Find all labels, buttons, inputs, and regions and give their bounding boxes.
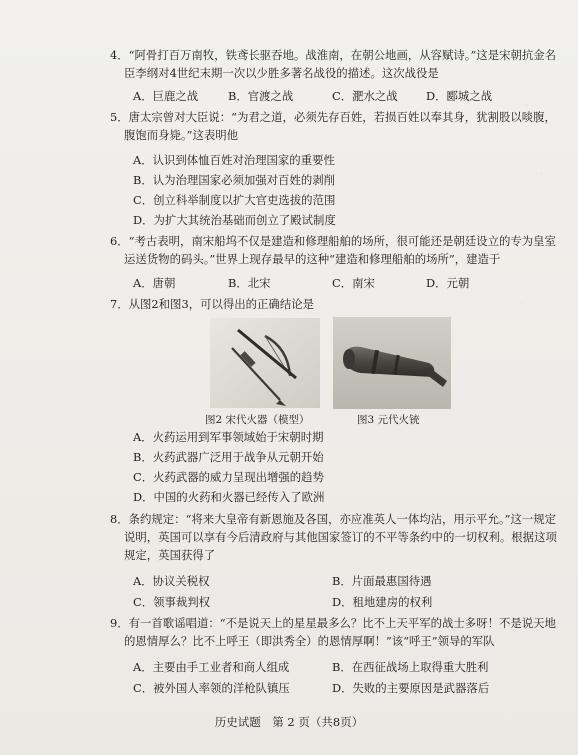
figure-3-yuan-fire-cannon-image bbox=[333, 317, 451, 409]
bleed-through-mark: · bbox=[540, 170, 543, 180]
q8-option-b[interactable]: B．片面最惠国待遇 bbox=[332, 574, 432, 588]
question-7-stem: 7．从图2和图3，可以得出的正确结论是 bbox=[110, 297, 314, 311]
question-4 bbox=[110, 46, 560, 82]
question-4-stem: 4．“阿骨打百万南牧，铁鸢长驱吞地。战淮南，在朝公地画，从容赋诗。”这是宋朝抗金名臣李纲对4世纪末期一次以少胜多著名战役的描述。这次战役是 bbox=[110, 48, 557, 80]
question-8 bbox=[110, 510, 560, 564]
question-6 bbox=[110, 232, 560, 268]
q5-option-d[interactable]: D．为扩大其统治基础而创立了殿试制度 bbox=[133, 213, 336, 227]
bleed-through-mark: 。 bbox=[525, 99, 535, 109]
q7-option-c[interactable]: C．火药武器的威力呈现出增强的趋势 bbox=[133, 470, 324, 484]
question-7 bbox=[110, 295, 560, 313]
q6-option-b[interactable]: B．北宋 bbox=[228, 276, 271, 290]
q4-option-c[interactable]: C．淝水之战 bbox=[332, 89, 398, 103]
q9-option-b[interactable]: B．在西征战场上取得重大胜利 bbox=[332, 660, 489, 674]
q8-option-c[interactable]: C．领事裁判权 bbox=[133, 595, 211, 609]
q4-option-d[interactable]: D．郾城之战 bbox=[426, 89, 493, 103]
q9-option-d[interactable]: D．失败的主要原因是武器落后 bbox=[332, 681, 490, 695]
q5-option-b[interactable]: B．认为治理国家必须加强对百姓的剥削 bbox=[133, 173, 336, 187]
q8-option-a[interactable]: A．协议关税权 bbox=[133, 574, 210, 588]
q6-option-d[interactable]: D．元朝 bbox=[426, 276, 470, 290]
q4-option-a[interactable]: A．巨鹿之战 bbox=[133, 89, 199, 103]
question-9 bbox=[110, 614, 560, 650]
question-9-stem: 9．有一首歌谣唱道：“不是说天上的星星最多么？比不上天平军的战士多呀！不是说天地的恩情厚么？比不上呼王（即洪秀全）的恩情厚啊！”该“呼王”领导的军队 bbox=[110, 616, 556, 648]
page-footer: 历史试题 第 2 页（共8页） bbox=[214, 715, 364, 729]
q6-option-c[interactable]: C．南宋 bbox=[332, 276, 375, 290]
figure-2-caption: 图2 宋代火器（模型） bbox=[205, 414, 310, 426]
q9-option-a[interactable]: A．主要由手工业者和商人组成 bbox=[133, 660, 290, 674]
q7-option-b[interactable]: B．火药武器广泛用于战争从元朝开始 bbox=[133, 450, 324, 464]
question-5 bbox=[110, 108, 560, 144]
q6-option-a[interactable]: A．唐朝 bbox=[133, 276, 176, 290]
q5-option-a[interactable]: A．认识到体恤百姓对治理国家的重要性 bbox=[133, 153, 335, 167]
q9-option-c[interactable]: C．被外国人率领的洋枪队镇压 bbox=[133, 681, 290, 695]
bleed-through-mark: · bbox=[520, 300, 523, 310]
q5-option-c[interactable]: C．创立科举制度以扩大官吏选拔的范围 bbox=[133, 193, 336, 207]
q7-option-a[interactable]: A．火药运用到军事领域始于宋朝时期 bbox=[133, 430, 324, 444]
figure-3-caption: 图3 元代火铳 bbox=[357, 414, 420, 426]
q7-option-d[interactable]: D．中国的火药和火器已经传入了欧洲 bbox=[133, 490, 325, 504]
q4-option-b[interactable]: B．官渡之战 bbox=[228, 89, 294, 103]
question-5-stem: 5．唐太宗曾对大臣说：“为君之道，必须先存百姓，若损百姓以奉其身，犹割股以啖腹，腹饱而身毙。”这表明他 bbox=[110, 110, 556, 142]
q8-option-d[interactable]: D．租地建房的权利 bbox=[332, 595, 433, 609]
figure-2-song-fire-weapon-image bbox=[210, 318, 320, 408]
question-8-stem: 8．条约规定：“将来大皇帝有新恩施及各国，亦应准英人一体均沾，用示平允。”这一规定说明，英国可以享有今后清政府与其他国家签订的不平等条约中的一切权利。根据这项规定，英国获得了 bbox=[110, 512, 557, 562]
question-6-stem: 6．“考古表明，南宋船坞不仅是建造和修理船舶的场所，很可能还是朝廷设立的专为皇室运送货物的码头。”世界上现存最早的这种“建造和修理船舶的场所”，建造于 bbox=[110, 234, 556, 266]
